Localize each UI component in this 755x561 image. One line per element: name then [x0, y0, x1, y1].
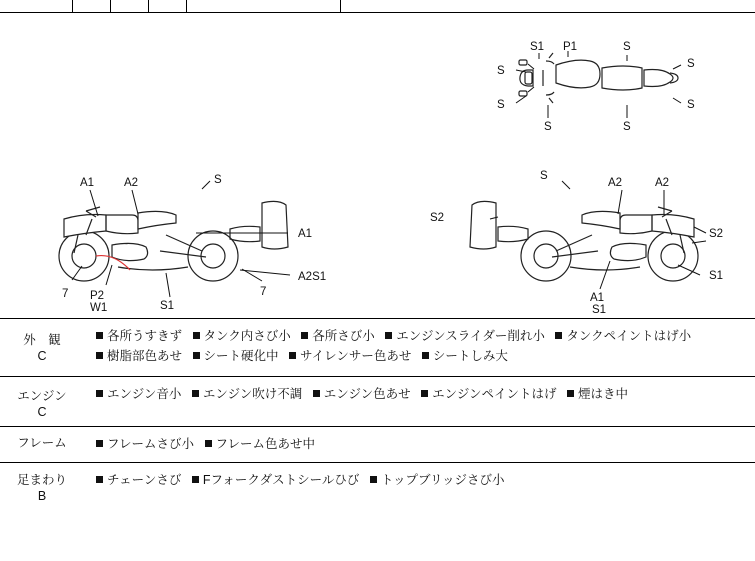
label-s-left-top: S [214, 174, 222, 186]
top-table-cell [148, 0, 186, 13]
square-bullet-icon [96, 332, 103, 339]
label-a2-right-a: A2 [608, 177, 623, 189]
label-s1-bottom-right: S1 [592, 304, 607, 316]
category-label: 外 観 [23, 333, 61, 347]
condition-item: 各所うすきず [96, 329, 182, 343]
diagram-svg [0, 13, 755, 318]
condition-item: タンクペイントはげ小 [555, 329, 691, 343]
condition-item: トップブリッジさび小 [370, 473, 505, 487]
category-label: 足まわり [16, 473, 67, 487]
label-seven-right: 7 [260, 286, 267, 298]
condition-item: 煙はき中 [567, 387, 628, 401]
condition-item: エンジンスライダー削れ小 [385, 329, 545, 343]
condition-item: フレームさび小 [96, 437, 194, 451]
square-bullet-icon [313, 390, 320, 397]
right-side-view-bike [430, 170, 723, 316]
top-table-cell [186, 0, 340, 13]
label-a2-right-b: A2 [655, 177, 670, 189]
condition-rows [0, 319, 755, 510]
square-bullet-icon [567, 390, 574, 397]
label-a1-right: A1 [298, 228, 313, 240]
label-s-top-center-upper: S [623, 41, 631, 53]
grade-label: C [37, 349, 47, 363]
row-engine-category [0, 377, 86, 426]
row-frame [0, 427, 755, 463]
square-bullet-icon [205, 440, 212, 447]
label-a1-bottom: A1 [590, 292, 605, 304]
label-s1-top: S1 [530, 41, 545, 53]
top-table-cell [340, 0, 430, 13]
label-s-top-right-upper: S [687, 58, 695, 70]
square-bullet-icon [422, 352, 429, 359]
condition-item: シートしみ大 [422, 349, 508, 363]
label-s-bottom-center-right: S [623, 121, 631, 133]
square-bullet-icon [555, 332, 562, 339]
grade-label: C [37, 405, 47, 419]
top-table-cell [72, 0, 110, 13]
square-bullet-icon [96, 390, 103, 397]
condition-item: 各所さび小 [301, 329, 375, 343]
row-engine [0, 377, 755, 427]
label-p2: P2 [90, 290, 105, 302]
row-suspension [0, 463, 755, 510]
row-appearance-items [86, 319, 755, 376]
row-frame-items [86, 427, 755, 462]
top-view-bike [497, 41, 695, 133]
square-bullet-icon [193, 352, 200, 359]
row-suspension-category [0, 463, 86, 510]
row-engine-items [86, 377, 755, 426]
row-appearance [0, 319, 755, 377]
category-label: フレーム [17, 436, 67, 450]
damage-diagram [0, 13, 755, 319]
label-s1-bottom: S1 [160, 300, 175, 312]
square-bullet-icon [289, 352, 296, 359]
label-a2s1-right: A2S1 [298, 271, 327, 283]
condition-item: チェーンさび [96, 473, 181, 487]
label-w1: W1 [90, 302, 108, 314]
condition-item: エンジン音小 [96, 387, 181, 401]
label-s1-right: S1 [709, 270, 724, 282]
top-table-strip [0, 0, 755, 13]
row-suspension-items [86, 463, 755, 510]
row-frame-category [0, 427, 86, 462]
label-s2-left: S2 [430, 212, 445, 224]
square-bullet-icon [96, 440, 103, 447]
label-a2-left: A2 [124, 177, 139, 189]
square-bullet-icon [301, 332, 308, 339]
condition-item: フレーム色あせ中 [205, 437, 316, 451]
top-table-cell [110, 0, 148, 13]
label-s-top-left-upper: S [497, 65, 505, 77]
row-appearance-category [0, 319, 86, 376]
square-bullet-icon [421, 390, 428, 397]
label-s2-right: S2 [709, 228, 724, 240]
label-s-top-right-lower: S [687, 99, 695, 111]
label-p1-top: P1 [563, 41, 578, 53]
label-s-bottom-center-left: S [544, 121, 552, 133]
label-s-right-top: S [540, 170, 548, 182]
category-label: エンジン [17, 389, 67, 403]
condition-item: エンジンペイントはげ [421, 387, 556, 401]
condition-item: シート硬化中 [193, 349, 279, 363]
condition-item: タンク内さび小 [193, 329, 291, 343]
square-bullet-icon [370, 476, 377, 483]
label-s-top-left-lower: S [497, 99, 505, 111]
square-bullet-icon [192, 390, 199, 397]
condition-item: Fフォークダストシールひび [192, 473, 360, 487]
label-seven-left: 7 [62, 288, 69, 300]
condition-item: エンジン吹け不調 [192, 387, 302, 401]
grade-label: B [37, 489, 47, 503]
square-bullet-icon [192, 476, 199, 483]
square-bullet-icon [96, 352, 103, 359]
square-bullet-icon [96, 476, 103, 483]
left-side-view-bike [59, 174, 326, 314]
condition-item: エンジン色あせ [313, 387, 411, 401]
label-a1-left: A1 [80, 177, 95, 189]
condition-item: 樹脂部色あせ [96, 349, 182, 363]
square-bullet-icon [193, 332, 200, 339]
square-bullet-icon [385, 332, 392, 339]
condition-item: サイレンサー色あせ [289, 349, 411, 363]
